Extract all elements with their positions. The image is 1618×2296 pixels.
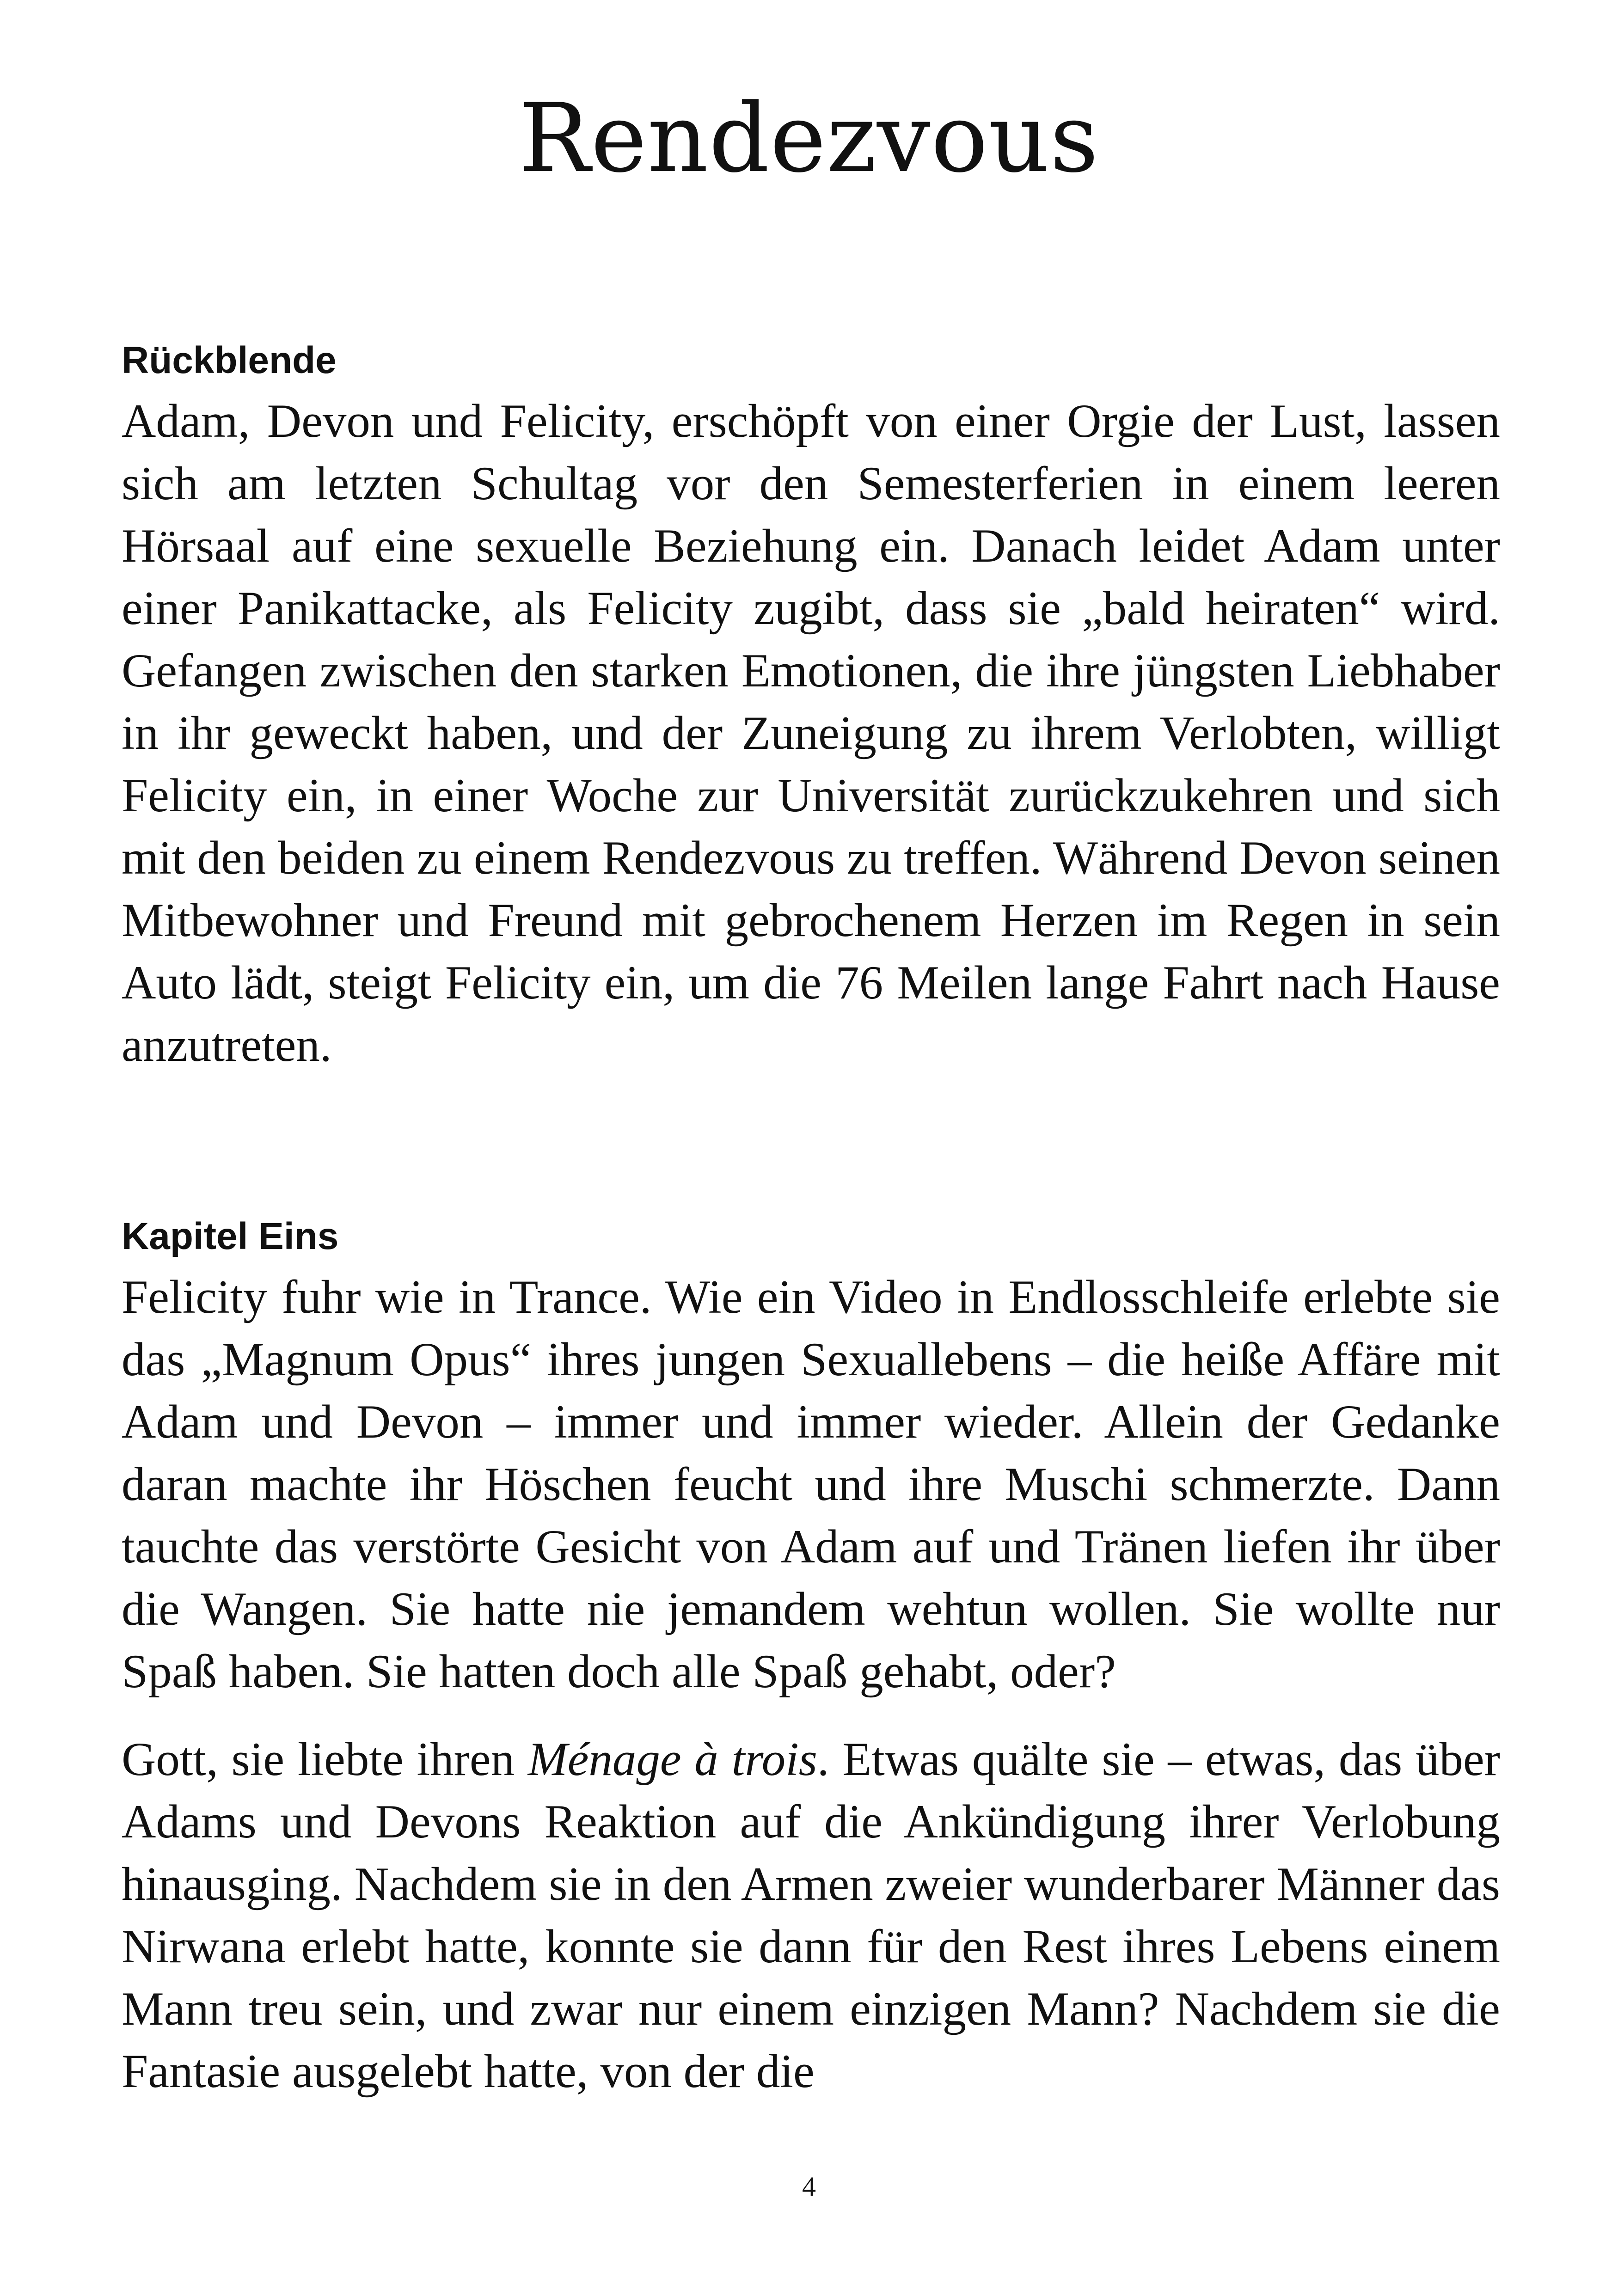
chapter-one-paragraph-1: Felicity fuhr wie in Trance. Wie ein Video in Endlosschleife erlebte sie das „Magnum Opus“ ihres jungen Sexuallebens – die heiße Affäre mit Adam und Devon – immer und immer wieder. Allein der Gedanke daran machte ihr Höschen feucht und ihre Muschi schmerzte. Dann tauchte das verstörte Gesicht von Adam auf und Tränen liefen ihr über die Wangen. Sie hatte nie jemandem wehtun wollen. Sie wollte nur Spaß haben. Sie hatten doch alle Spaß gehabt, oder? [122, 1271, 1500, 1698]
page-number: 4 [802, 2171, 816, 2202]
flashback-heading: Rückblende [122, 339, 337, 381]
chapter-one-section [122, 1209, 1500, 2103]
chapter-one-paragraph-2 [122, 1728, 1500, 2103]
paragraph-2-italic-phrase: Ménage à trois [527, 1733, 817, 1786]
page-title: Rendezvous [519, 84, 1099, 194]
paragraph-2-lead-text: Gott, sie liebte ihren [122, 1733, 528, 1786]
paragraph-2-rest-text: . Etwas quälte sie – etwas, das über Adams und Devons Reaktion auf die Ankündigung ihrer Verlobung hinausging. Nachdem sie in den Armen zweier wunderbarer Männer das Nirwana erlebt hatte, konnte sie dann für den Rest ihres Lebens einem Mann treu sein, und zwar nur einem einzigen Mann? Nachdem sie die Fantasie ausgelebt hatte, von der die [122, 1733, 1500, 2098]
flashback-section [122, 333, 1500, 1077]
flashback-paragraph: Adam, Devon und Felicity, erschöpft von einer Orgie der Lust, lassen sich am letzten Schultag vor den Semesterferien in einem leeren Hörsaal auf eine sexuelle Beziehung ein. Danach leidet Adam unter einer Panikattacke, als Felicity zugibt, dass sie „bald heiraten“ wird. Gefangen zwischen den starken Emotionen, die ihre jüngsten Liebhaber in ihr geweckt haben, und der Zuneigung zu ihrem Verlobten, willigt Felicity ein, in einer Woche zur Universität zurückzukehren und sich mit den beiden zu einem Rendezvous zu treffen. Während Devon seinen Mitbewohner und Freund mit gebrochenem Herzen im Regen in sein Auto lädt, steigt Felicity ein, um die 76 Meilen lange Fahrt nach Hause anzutreten. [122, 395, 1500, 1071]
chapter-one-heading: Kapitel Eins [122, 1215, 339, 1257]
